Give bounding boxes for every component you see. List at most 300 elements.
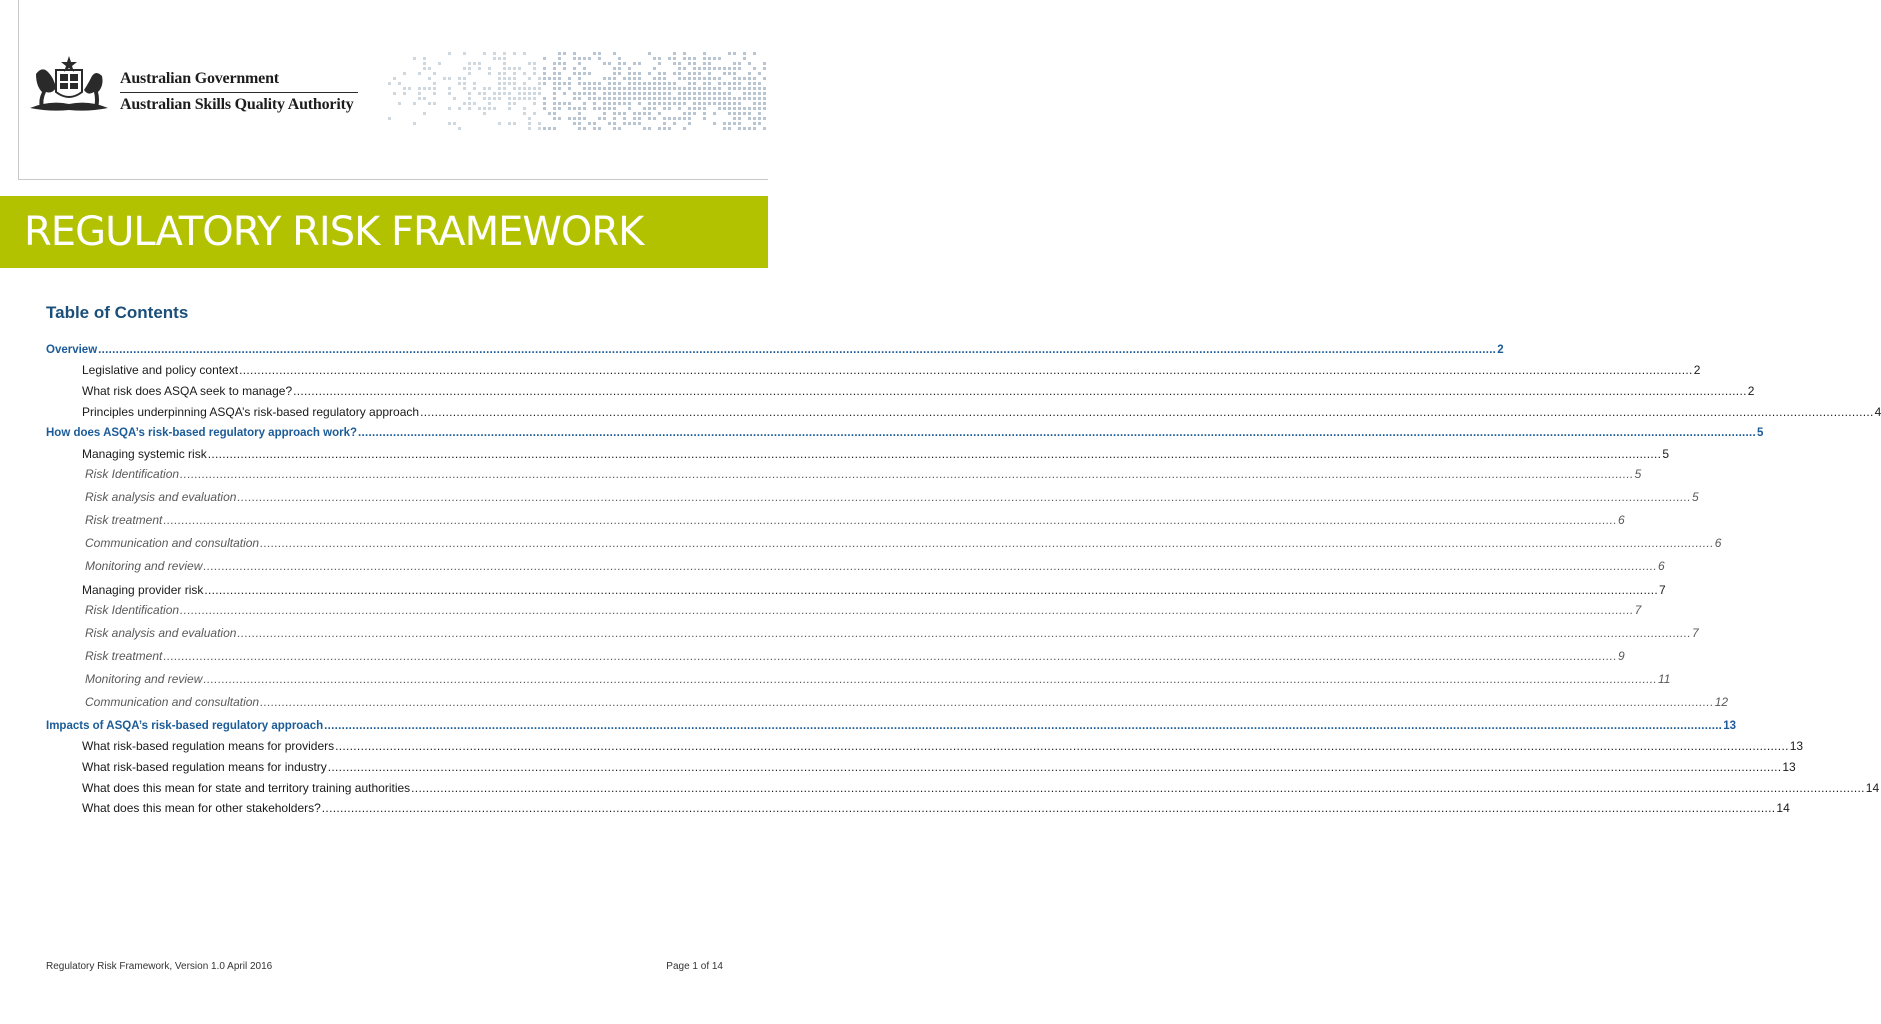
pattern-dot xyxy=(698,97,701,100)
pattern-dot xyxy=(458,77,461,80)
pattern-dot xyxy=(588,92,591,95)
pattern-dot xyxy=(623,112,626,115)
pattern-dot xyxy=(758,92,761,95)
pattern-dot xyxy=(648,117,651,120)
pattern-dot xyxy=(573,117,576,120)
pattern-dot xyxy=(738,87,741,90)
pattern-dot xyxy=(628,92,631,95)
toc-dot-leader: ................................................................................................................................................................................................................................................................................................................................................................................................................ xyxy=(420,405,1874,419)
pattern-dot xyxy=(603,62,606,65)
pattern-dot xyxy=(653,67,656,70)
pattern-dot xyxy=(733,97,736,100)
pattern-dot xyxy=(638,87,641,90)
pattern-dot xyxy=(598,87,601,90)
pattern-dot xyxy=(508,97,511,100)
pattern-dot xyxy=(703,82,706,85)
pattern-dot xyxy=(613,97,616,100)
pattern-dot xyxy=(613,112,616,115)
pattern-dot xyxy=(753,117,756,120)
toc-entry[interactable] xyxy=(82,582,1666,598)
pattern-dot xyxy=(523,97,526,100)
toc-entry-label: What does this mean for other stakeholders? xyxy=(82,801,321,815)
pattern-dot xyxy=(393,92,396,95)
pattern-dot xyxy=(648,107,651,110)
pattern-dot xyxy=(733,62,736,65)
toc-entry-page: 12 xyxy=(1714,695,1729,709)
pattern-dot xyxy=(538,82,541,85)
pattern-dot xyxy=(733,77,736,80)
toc-entry-page: 2 xyxy=(1497,344,1504,356)
pattern-dot xyxy=(578,82,581,85)
pattern-dot xyxy=(693,87,696,90)
pattern-dot xyxy=(648,87,651,90)
pattern-dot xyxy=(673,117,676,120)
pattern-dot xyxy=(403,72,406,75)
pattern-dot xyxy=(618,92,621,95)
toc-entry[interactable] xyxy=(82,800,1790,816)
pattern-dot xyxy=(593,87,596,90)
pattern-dot xyxy=(583,87,586,90)
toc-entry[interactable] xyxy=(85,694,1729,710)
pattern-dot xyxy=(473,102,476,105)
pattern-dot xyxy=(613,87,616,90)
pattern-dot xyxy=(498,87,501,90)
pattern-dot xyxy=(628,77,631,80)
pattern-dot xyxy=(638,117,641,120)
pattern-dot xyxy=(708,102,711,105)
toc-entry-label: What does this mean for state and territory training authorities xyxy=(82,781,411,795)
pattern-dot xyxy=(668,107,671,110)
pattern-dot xyxy=(558,87,561,90)
pattern-dot xyxy=(748,127,751,130)
pattern-dot xyxy=(563,82,566,85)
toc-entry[interactable] xyxy=(85,466,1642,482)
pattern-dot xyxy=(708,92,711,95)
pattern-dot xyxy=(548,112,551,115)
pattern-dot xyxy=(453,122,456,125)
toc-entry[interactable] xyxy=(46,425,1764,441)
toc-entry-label: Risk treatment xyxy=(85,649,163,663)
pattern-dot xyxy=(683,87,686,90)
pattern-dot xyxy=(628,102,631,105)
pattern-dot xyxy=(563,92,566,95)
pattern-dot xyxy=(673,62,676,65)
toc-entry[interactable] xyxy=(82,404,1881,420)
pattern-dot xyxy=(603,92,606,95)
pattern-dot xyxy=(683,112,686,115)
pattern-dot xyxy=(633,72,636,75)
toc-entry[interactable] xyxy=(85,648,1625,664)
pattern-dot xyxy=(753,67,756,70)
pattern-dot xyxy=(638,82,641,85)
toc-dot-leader: ................................................................................................................................................................................................................................................................................................................................................................................................................ xyxy=(321,801,1776,815)
pattern-dot xyxy=(468,102,471,105)
pattern-dot xyxy=(613,52,616,55)
toc-entry-page: 6 xyxy=(1658,559,1665,573)
pattern-dot xyxy=(578,117,581,120)
toc-dot-leader: ................................................................................................................................................................................................................................................................................................................................................................................................................ xyxy=(163,649,1617,663)
pattern-dot xyxy=(643,82,646,85)
toc-entry[interactable] xyxy=(46,342,1504,358)
pattern-dot xyxy=(603,112,606,115)
pattern-dot xyxy=(633,77,636,80)
pattern-dot xyxy=(708,57,711,60)
toc-dot-leader: ................................................................................................................................................................................................................................................................................................................................................................................................................ xyxy=(98,344,1497,356)
pattern-dot xyxy=(483,87,486,90)
pattern-dot xyxy=(648,72,651,75)
pattern-dot xyxy=(663,72,666,75)
pattern-dot xyxy=(493,52,496,55)
pattern-dot xyxy=(758,122,761,125)
pattern-dot xyxy=(758,117,761,120)
pattern-dot xyxy=(423,87,426,90)
pattern-dot xyxy=(638,62,641,65)
toc-dot-leader: ................................................................................................................................................................................................................................................................................................................................................................................................................ xyxy=(203,672,1657,686)
pattern-dot xyxy=(523,87,526,90)
pattern-dot xyxy=(623,77,626,80)
pattern-dot xyxy=(658,92,661,95)
pattern-dot xyxy=(743,112,746,115)
pattern-dot xyxy=(553,127,556,130)
toc-heading: Table of Contents xyxy=(46,303,189,322)
pattern-dot xyxy=(673,57,676,60)
pattern-dot xyxy=(553,82,556,85)
pattern-dot xyxy=(663,82,666,85)
pattern-dot xyxy=(658,72,661,75)
toc-entry[interactable] xyxy=(82,362,1701,378)
pattern-dot xyxy=(763,77,766,80)
pattern-dot xyxy=(468,92,471,95)
toc-entry[interactable] xyxy=(46,718,1736,734)
pattern-dot xyxy=(563,102,566,105)
pattern-dot xyxy=(558,77,561,80)
pattern-dot xyxy=(658,112,661,115)
pattern-dot xyxy=(638,97,641,100)
pattern-dot xyxy=(458,82,461,85)
toc-entry[interactable] xyxy=(82,383,1755,399)
pattern-dot xyxy=(698,67,701,70)
pattern-dot xyxy=(488,97,491,100)
pattern-dot xyxy=(728,87,731,90)
pattern-dot xyxy=(743,57,746,60)
pattern-dot xyxy=(498,72,501,75)
pattern-dot xyxy=(693,57,696,60)
pattern-dot xyxy=(678,97,681,100)
pattern-dot xyxy=(613,107,616,110)
pattern-dot xyxy=(568,107,571,110)
pattern-dot xyxy=(723,97,726,100)
pattern-dot xyxy=(668,87,671,90)
pattern-dot xyxy=(593,82,596,85)
pattern-dot xyxy=(618,82,621,85)
pattern-dot xyxy=(653,57,656,60)
pattern-dot xyxy=(678,77,681,80)
toc-entry[interactable] xyxy=(85,489,1699,505)
pattern-dot xyxy=(553,77,556,80)
toc-entry[interactable] xyxy=(85,558,1665,574)
pattern-dot xyxy=(578,77,581,80)
pattern-dot xyxy=(758,112,761,115)
pattern-dot xyxy=(588,82,591,85)
pattern-dot xyxy=(508,107,511,110)
pattern-dot xyxy=(753,97,756,100)
pattern-dot xyxy=(598,52,601,55)
toc-dot-leader: ................................................................................................................................................................................................................................................................................................................................................................................................................ xyxy=(237,490,1692,504)
pattern-dot xyxy=(483,52,486,55)
toc-entry-label: What risk-based regulation means for industry xyxy=(82,760,327,774)
pattern-dot xyxy=(613,77,616,80)
pattern-dot xyxy=(703,112,706,115)
pattern-dot xyxy=(678,117,681,120)
pattern-dot xyxy=(523,107,526,110)
pattern-dot xyxy=(748,72,751,75)
pattern-dot xyxy=(653,87,656,90)
pattern-dot xyxy=(728,82,731,85)
pattern-dot xyxy=(738,67,741,70)
pattern-dot xyxy=(738,112,741,115)
pattern-dot xyxy=(608,107,611,110)
pattern-dot xyxy=(718,102,721,105)
toc-dot-leader: ................................................................................................................................................................................................................................................................................................................................................................................................................ xyxy=(327,760,1782,774)
pattern-dot xyxy=(733,82,736,85)
pattern-dot xyxy=(488,67,491,70)
pattern-dot xyxy=(498,97,501,100)
pattern-dot xyxy=(523,72,526,75)
pattern-dot xyxy=(553,92,556,95)
pattern-dot xyxy=(628,107,631,110)
pattern-dot xyxy=(648,52,651,55)
pattern-dot xyxy=(688,57,691,60)
pattern-dot xyxy=(613,102,616,105)
pattern-dot xyxy=(733,87,736,90)
pattern-dot xyxy=(578,122,581,125)
toc-entry[interactable] xyxy=(85,512,1625,528)
pattern-dot xyxy=(568,82,571,85)
pattern-dot xyxy=(743,87,746,90)
pattern-dot xyxy=(513,102,516,105)
pattern-dot xyxy=(618,112,621,115)
pattern-dot xyxy=(398,82,401,85)
pattern-dot xyxy=(633,122,636,125)
pattern-dot xyxy=(723,82,726,85)
pattern-dot xyxy=(658,87,661,90)
pattern-dot xyxy=(643,127,646,130)
pattern-dot xyxy=(683,97,686,100)
pattern-dot xyxy=(653,102,656,105)
pattern-dot xyxy=(513,67,516,70)
pattern-dot xyxy=(473,87,476,90)
pattern-dot xyxy=(588,122,591,125)
pattern-dot xyxy=(543,97,546,100)
pattern-dot xyxy=(748,62,751,65)
pattern-dot xyxy=(623,87,626,90)
pattern-dot xyxy=(533,62,536,65)
pattern-dot xyxy=(613,67,616,70)
pattern-dot xyxy=(723,107,726,110)
pattern-dot xyxy=(518,67,521,70)
pattern-dot xyxy=(678,87,681,90)
pattern-dot xyxy=(758,97,761,100)
pattern-dot xyxy=(723,102,726,105)
pattern-dot xyxy=(553,67,556,70)
toc-entry-label: Risk Identification xyxy=(85,467,180,481)
pattern-dot xyxy=(618,127,621,130)
pattern-dot xyxy=(643,112,646,115)
pattern-dot xyxy=(733,52,736,55)
pattern-dot xyxy=(598,82,601,85)
pattern-dot xyxy=(753,122,756,125)
pattern-dot xyxy=(713,102,716,105)
pattern-dot xyxy=(498,77,501,80)
pattern-dot xyxy=(473,82,476,85)
pattern-dot xyxy=(633,62,636,65)
pattern-dot xyxy=(468,97,471,100)
pattern-dot xyxy=(413,57,416,60)
pattern-dot xyxy=(608,122,611,125)
pattern-dot xyxy=(658,77,661,80)
toc-dot-leader: ................................................................................................................................................................................................................................................................................................................................................................................................................ xyxy=(358,427,1757,439)
pattern-dot xyxy=(713,92,716,95)
pattern-dot xyxy=(603,87,606,90)
pattern-dot xyxy=(433,92,436,95)
toc-entry[interactable] xyxy=(82,446,1669,462)
pattern-dot xyxy=(413,102,416,105)
pattern-dot xyxy=(758,72,761,75)
footer-page-number: Page 1 of 14 xyxy=(666,961,723,972)
pattern-dot xyxy=(578,92,581,95)
toc-entry-page: 13 xyxy=(1782,760,1796,774)
coat-of-arms-icon xyxy=(26,54,112,118)
pattern-dot xyxy=(558,117,561,120)
toc-dot-leader: ................................................................................................................................................................................................................................................................................................................................................................................................................ xyxy=(411,781,1865,795)
pattern-dot xyxy=(703,107,706,110)
toc-entry[interactable] xyxy=(85,671,1671,687)
pattern-dot xyxy=(658,127,661,130)
pattern-dot xyxy=(528,97,531,100)
toc-entry-label: Principles underpinning ASQA’s risk-based regulatory approach xyxy=(82,405,420,419)
pattern-dot xyxy=(663,97,666,100)
toc-entry-label: Communication and consultation xyxy=(85,536,260,550)
pattern-dot xyxy=(608,82,611,85)
toc-entry-label: Risk analysis and evaluation xyxy=(85,490,237,504)
pattern-dot xyxy=(593,102,596,105)
pattern-dot xyxy=(688,62,691,65)
pattern-dot xyxy=(623,97,626,100)
pattern-dot xyxy=(693,62,696,65)
pattern-dot xyxy=(583,107,586,110)
pattern-dot xyxy=(738,77,741,80)
pattern-dot xyxy=(573,122,576,125)
pattern-dot xyxy=(693,82,696,85)
pattern-dot xyxy=(603,117,606,120)
pattern-dot xyxy=(453,97,456,100)
pattern-dot xyxy=(493,107,496,110)
pattern-dot xyxy=(763,127,766,130)
toc-entry[interactable] xyxy=(82,759,1796,775)
pattern-dot xyxy=(708,67,711,70)
pattern-dot xyxy=(593,127,596,130)
pattern-dot xyxy=(598,127,601,130)
pattern-dot xyxy=(433,102,436,105)
pattern-dot xyxy=(623,102,626,105)
pattern-dot xyxy=(688,82,691,85)
pattern-dot xyxy=(623,117,626,120)
pattern-dot xyxy=(668,127,671,130)
pattern-dot xyxy=(723,127,726,130)
footer-document-version: Regulatory Risk Framework, Version 1.0 April 2016 xyxy=(46,961,273,972)
pattern-dot xyxy=(618,57,621,60)
pattern-dot xyxy=(468,67,471,70)
toc-dot-leader: ................................................................................................................................................................................................................................................................................................................................................................................................................ xyxy=(180,603,1634,617)
pattern-dot xyxy=(713,87,716,90)
pattern-dot xyxy=(728,97,731,100)
pattern-dot xyxy=(533,92,536,95)
pattern-dot xyxy=(623,122,626,125)
toc-entry[interactable] xyxy=(85,602,1642,618)
pattern-dot xyxy=(718,67,721,70)
pattern-dot xyxy=(463,52,466,55)
pattern-dot xyxy=(723,67,726,70)
pattern-dot xyxy=(648,92,651,95)
pattern-dot xyxy=(718,97,721,100)
pattern-dot xyxy=(433,72,436,75)
pattern-dot xyxy=(633,82,636,85)
pattern-dot xyxy=(533,97,536,100)
pattern-dot xyxy=(693,72,696,75)
pattern-dot xyxy=(718,92,721,95)
toc-entry-page: 14 xyxy=(1776,801,1790,815)
pattern-dot xyxy=(688,77,691,80)
pattern-dot xyxy=(663,102,666,105)
pattern-dot xyxy=(563,67,566,70)
pattern-dot xyxy=(693,112,696,115)
pattern-dot xyxy=(608,62,611,65)
pattern-dot xyxy=(513,72,516,75)
pattern-dot xyxy=(718,82,721,85)
pattern-dot xyxy=(688,92,691,95)
pattern-dot xyxy=(543,82,546,85)
pattern-dot xyxy=(653,107,656,110)
pattern-dot xyxy=(633,92,636,95)
toc-entry[interactable] xyxy=(85,535,1722,551)
pattern-dot xyxy=(628,122,631,125)
pattern-dot xyxy=(743,107,746,110)
pattern-dot xyxy=(763,62,766,65)
pattern-dot xyxy=(513,122,516,125)
toc-entry[interactable] xyxy=(85,625,1699,641)
pattern-dot xyxy=(548,77,551,80)
toc-entry[interactable] xyxy=(82,780,1880,796)
pattern-dot xyxy=(728,122,731,125)
pattern-dot xyxy=(763,92,766,95)
pattern-dot xyxy=(543,107,546,110)
pattern-dot xyxy=(583,82,586,85)
pattern-dot xyxy=(563,62,566,65)
pattern-dot xyxy=(733,72,736,75)
pattern-dot xyxy=(493,97,496,100)
pattern-dot xyxy=(658,57,661,60)
pattern-dot xyxy=(493,92,496,95)
pattern-dot xyxy=(743,77,746,80)
pattern-dot xyxy=(703,57,706,60)
pattern-dot xyxy=(753,87,756,90)
pattern-dot xyxy=(543,102,546,105)
pattern-dot xyxy=(763,102,766,105)
pattern-dot xyxy=(488,72,491,75)
pattern-dot xyxy=(613,72,616,75)
toc-entry[interactable] xyxy=(82,738,1804,754)
pattern-dot xyxy=(748,77,751,80)
